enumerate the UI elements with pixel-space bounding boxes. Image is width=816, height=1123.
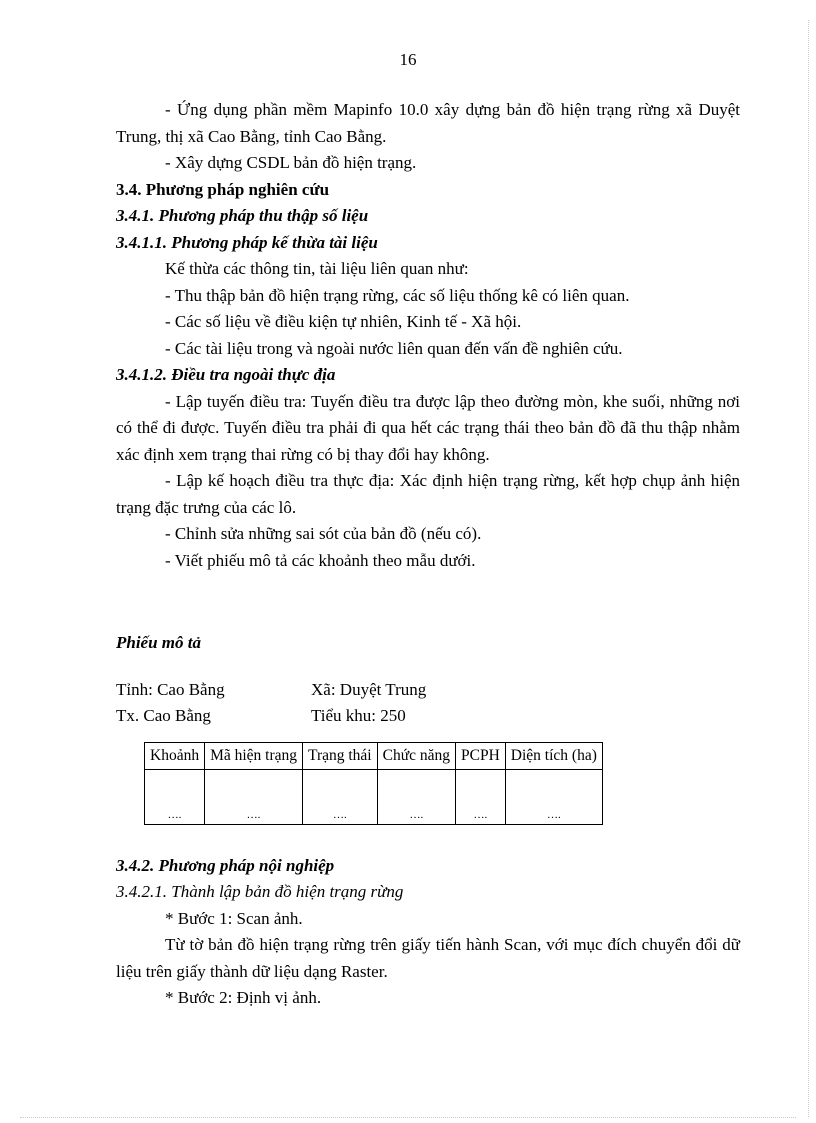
table-cell: …. (377, 769, 455, 824)
heading-3-4-1: 3.4.1. Phương pháp thu thập số liệu (116, 206, 369, 225)
list-item: - Thu thập bản đồ hiện trạng rừng, các số liệu thống kê có liên quan. (165, 285, 630, 305)
heading-3-4: 3.4. Phương pháp nghiên cứu (116, 179, 330, 199)
table-header-cell: PCPH (456, 742, 506, 769)
form-title: Phiếu mô tả (116, 633, 202, 652)
table-header-cell: Chức năng (377, 742, 455, 769)
table-header-row (145, 742, 603, 769)
step-1: * Bước 1: Scan ảnh. (165, 908, 303, 928)
heading-3-4-2-1: 3.4.2.1. Thành lập bản đồ hiện trạng rừng (116, 882, 404, 901)
town-label: Tx. Cao Bằng (116, 706, 211, 725)
form-info-row (116, 703, 740, 730)
heading-3-4-2: 3.4.2. Phương pháp nội nghiệp (116, 855, 335, 875)
table-header-cell: Khoảnh (145, 742, 205, 769)
list-item: Kế thừa các thông tin, tài liệu liên quan như: (165, 259, 469, 278)
page-number: 16 (399, 50, 417, 69)
form-info-row (116, 677, 740, 704)
table-header-cell: Diện tích (ha) (505, 742, 602, 769)
paragraph-mapinfo: - Ứng dụng phần mềm Mapinfo 10.0 xây dựng bản đồ hiện trạng rừng xã Duyệt Trung, thị xã Cao Bằng, tỉnh Cao Bằng. (116, 100, 740, 146)
table-cell: …. (145, 769, 205, 824)
paragraph-csdl: - Xây dựng CSDL bản đồ hiện trạng. (165, 153, 417, 172)
subzone-label: Tiểu khu: 250 (311, 706, 406, 725)
list-item: - Lập tuyến điều tra: Tuyến điều tra được lập theo đường mòn, khe suối, những nơi có thể đi được. Tuyến điều tra phải đi qua hết các trạng thái theo bản đồ đã thu thập nhằm xác định xem trạng thai rừng có bị thay đổi hay không. (116, 391, 740, 464)
description-form-table (144, 742, 603, 825)
province-label: Tỉnh: Cao Bằng (116, 679, 225, 699)
step-2: * Bước 2: Định vị ảnh. (165, 988, 322, 1007)
heading-3-4-1-1: 3.4.1.1. Phương pháp kế thừa tài liệu (116, 232, 378, 252)
step-1-description: Từ tờ bản đồ hiện trạng rừng trên giấy tiến hành Scan, với mục đích chuyển đổi dữ liệu trên giấy thành dữ liệu dạng Raster. (116, 935, 740, 981)
page-right-border (808, 20, 809, 1117)
heading-3-4-1-2: 3.4.1.2. Điều tra ngoài thực địa (116, 365, 336, 384)
list-item: - Lập kế hoạch điều tra thực địa: Xác định hiện trạng rừng, kết hợp chụp ảnh hiện trạng đặc trưng của các lô. (116, 471, 740, 517)
list-item: - Chỉnh sửa những sai sót của bản đồ (nếu có). (165, 524, 482, 543)
table-cell: …. (505, 769, 602, 824)
table-header-cell: Trạng thái (303, 742, 378, 769)
list-item: - Các số liệu về điều kiện tự nhiên, Kinh tế - Xã hội. (165, 312, 522, 331)
commune-label: Xã: Duyệt Trung (311, 679, 427, 699)
table-header-cell: Mã hiện trạng (205, 742, 303, 769)
table-cell: …. (205, 769, 303, 824)
table-cell: …. (456, 769, 506, 824)
table-row (145, 769, 603, 824)
table-cell: …. (303, 769, 378, 824)
list-item: - Viết phiếu mô tả các khoảnh theo mẫu dưới. (165, 550, 476, 570)
list-item: - Các tài liệu trong và ngoài nước liên quan đến vấn đề nghiên cứu. (165, 338, 623, 358)
document-body (116, 97, 740, 1012)
page-bottom-border (20, 1117, 796, 1118)
